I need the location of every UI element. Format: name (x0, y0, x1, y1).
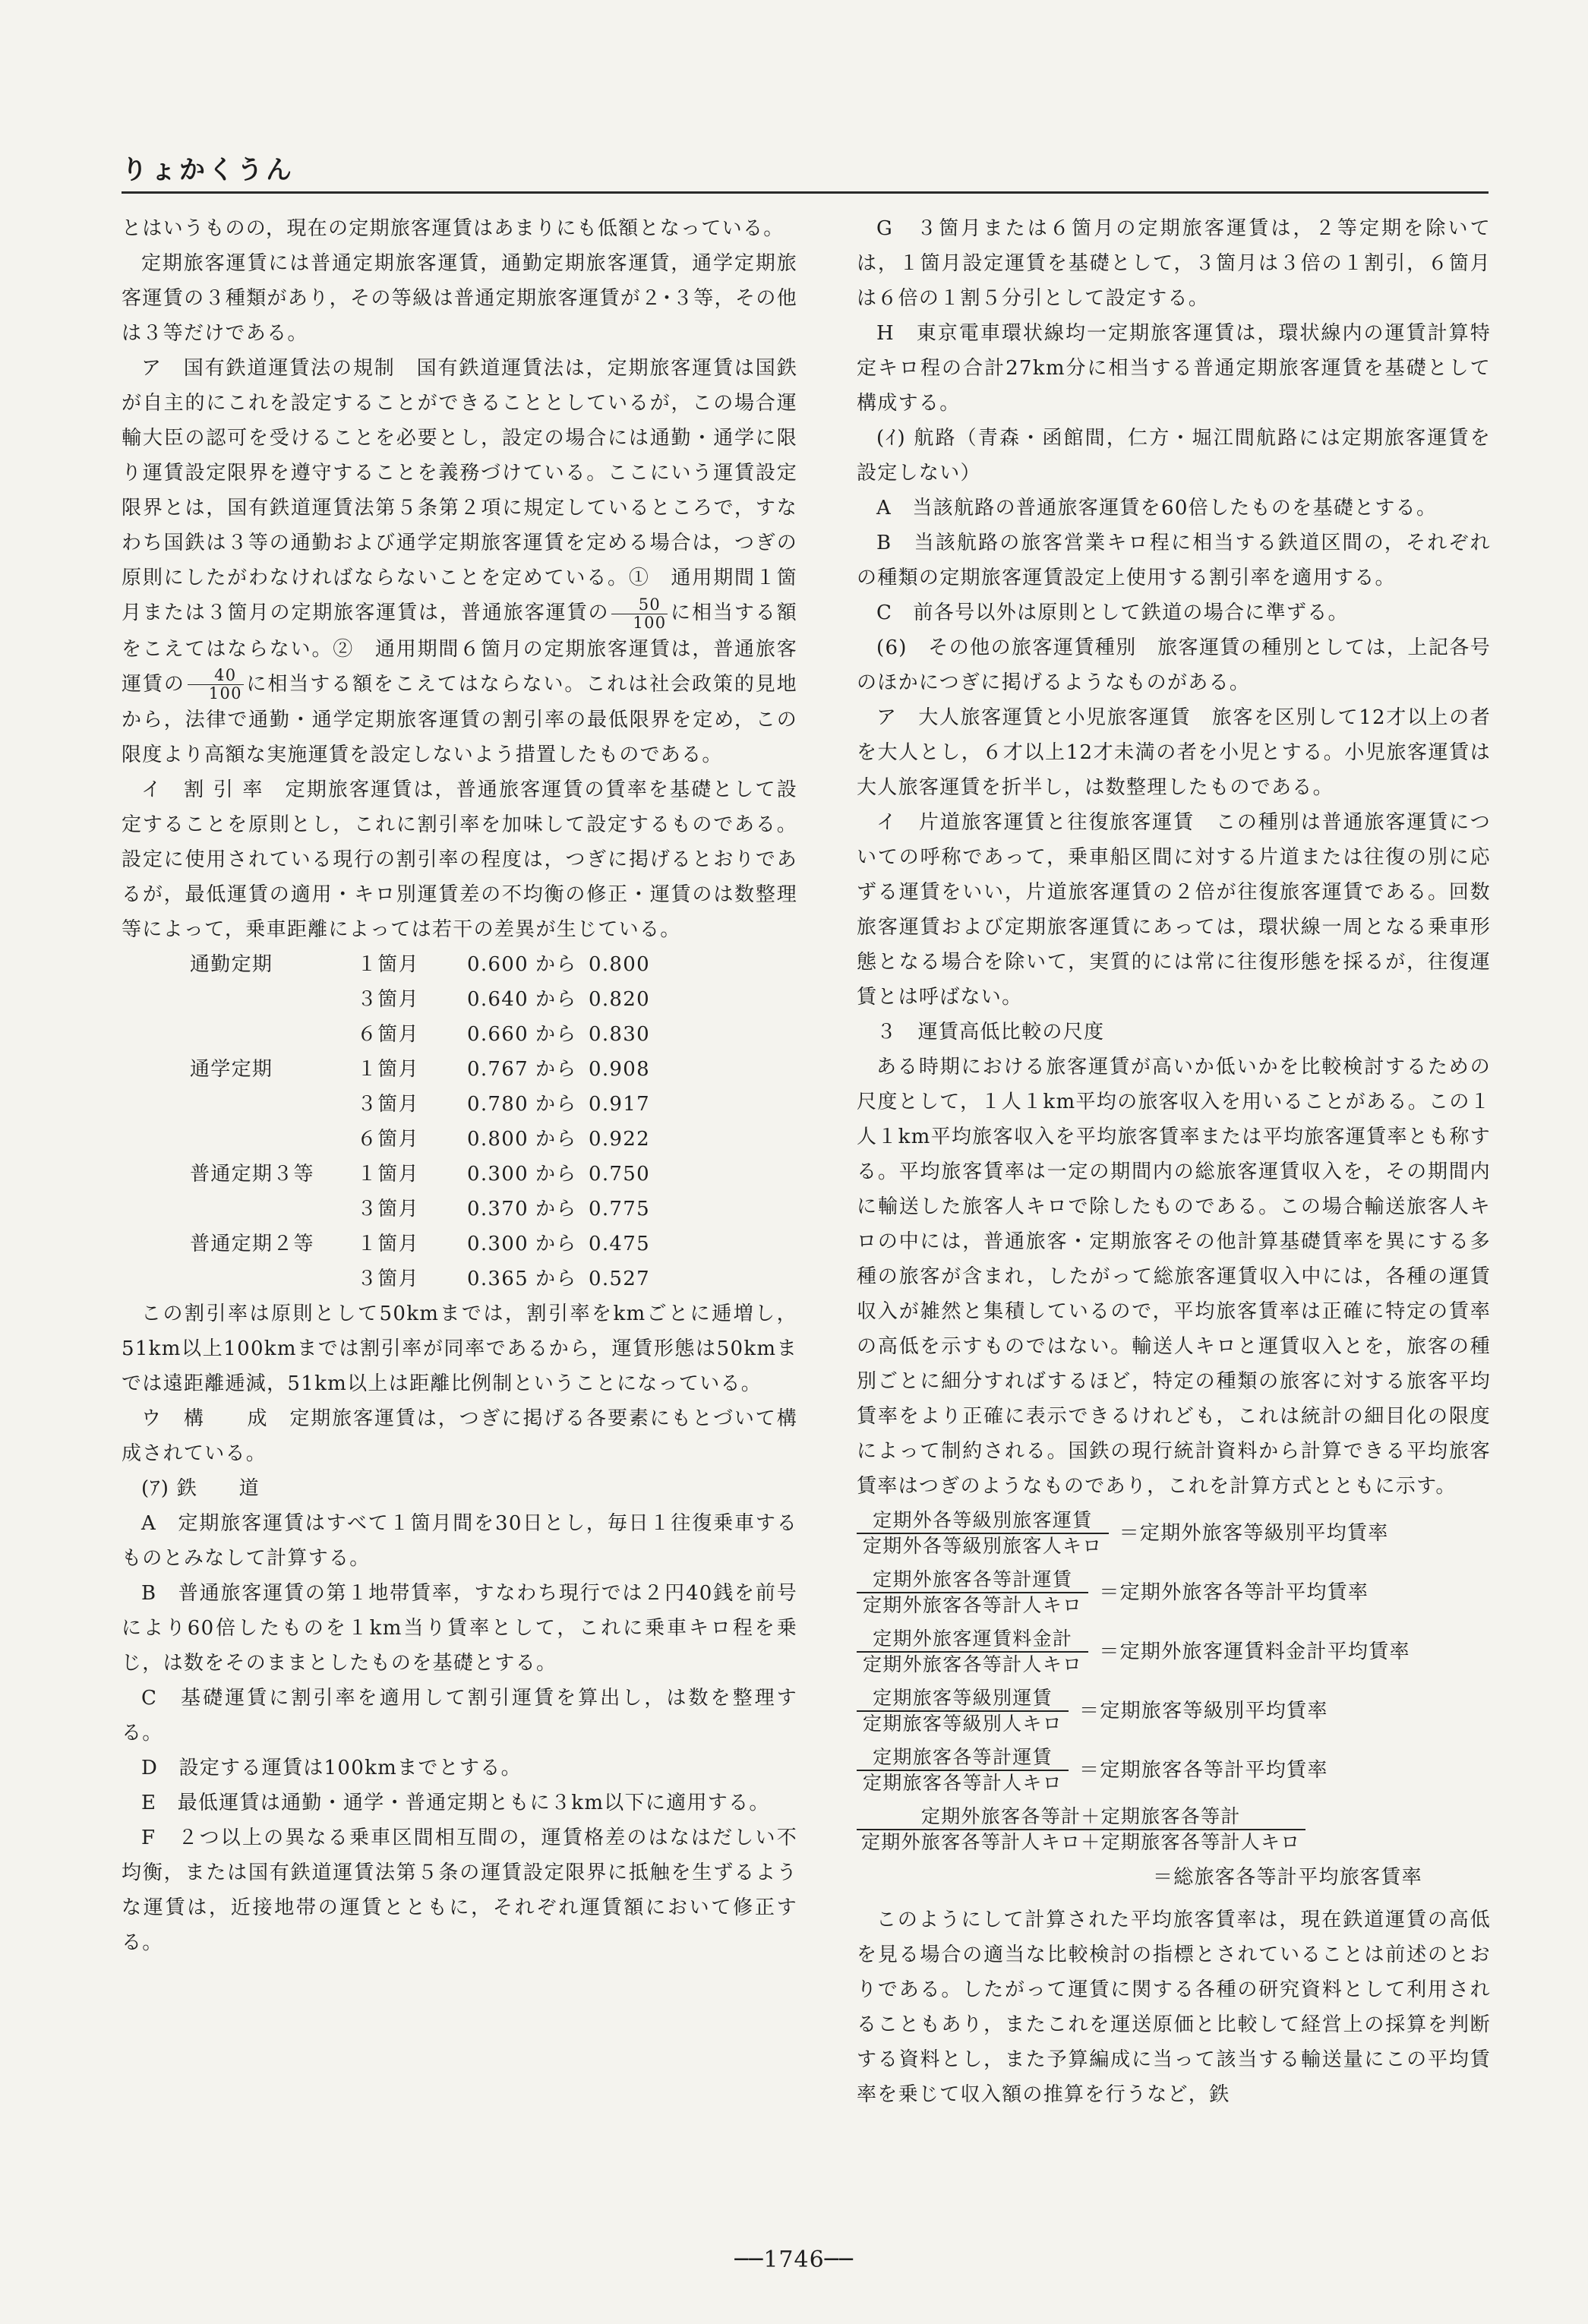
rate-period-cell: ６箇月 (357, 1023, 419, 1046)
formula-result: ＝定期旅客等級別平均賃率 (1079, 1700, 1328, 1722)
rate-period-cell: ３箇月 (357, 1268, 419, 1290)
rate-type-cell (190, 1087, 357, 1122)
paragraph: この割引率は原則として50kmまでは，割引率をkmごとに逓増し，51km以上100kmまでは割引率が同率であるから，運賃形態は50kmまでは遠距離逓減，51km以上は距離比例制ということになっている。 (122, 1303, 797, 1395)
formula-fraction (857, 1686, 1069, 1736)
formula-numerator: 定期旅客等級別運賃 (857, 1686, 1069, 1712)
formula-numerator: 定期旅客各等計運賃 (857, 1745, 1069, 1771)
fraction-denominator: 100 (208, 684, 242, 703)
fraction-40-100 (188, 667, 244, 703)
subheading: (ｱ) 鉄 道 (141, 1477, 260, 1500)
rate-from-cell: 0.300 (467, 1163, 529, 1186)
fraction-numerator: 40 (188, 667, 244, 685)
table-row (190, 1192, 650, 1227)
rate-type-cell (190, 1017, 357, 1052)
rate-period-cell: １箇月 (357, 1233, 419, 1255)
formula-numerator: 定期外旅客各等計＋定期旅客各等計 (857, 1805, 1305, 1830)
rate-type-cell (190, 1261, 357, 1296)
text-run: に相当する額をこえてはならない。② 通用期間６箇月の定期旅客運賃は，普通旅客運賃の (122, 602, 797, 696)
rate-separator-cell: から (535, 1268, 577, 1290)
rate-type-cell (190, 982, 357, 1017)
rate-type-cell: 普通定期３等 (190, 1163, 314, 1186)
table-row (190, 1017, 650, 1052)
formula-result: ＝総旅客各等計平均旅客賃率 (1153, 1866, 1422, 1889)
formula-denominator: 定期外各等級別旅客人キロ (863, 1535, 1103, 1557)
rate-separator-cell: から (535, 1093, 577, 1116)
rate-from-cell: 0.767 (467, 1058, 529, 1081)
rate-period-cell: １箇月 (357, 1058, 419, 1081)
rate-from-cell: 0.370 (467, 1198, 529, 1220)
rate-separator-cell: から (535, 1233, 577, 1255)
formula (857, 1568, 1491, 1618)
formula (857, 1686, 1491, 1736)
rate-separator-cell: から (535, 1128, 577, 1151)
paragraph-fare-law (122, 351, 797, 772)
formula-total (857, 1805, 1491, 1895)
paragraph: ある時期における旅客運賃が高いか低いかを比較検討するための尺度として，１人１km平均の旅客収入を用いることがある。この１人１km平均旅客収入を平均旅客賃率または平均旅客運賃率とも称する。平均旅客賃率は一定の期間内の総旅客運賃収入を，その期間内に輸送した旅客人キロで除したものである。この場合輸送旅客人キロの中には，普通旅客・定期旅客その他計算基礎賃率を異にする多種の旅客が含まれ，したがって総旅客運賃収入中には，各種の運賃収入が雑然と集積しているので，平均旅客賃率は正確に特定の賃率の高低を示すものではない。輸送人キロと運賃収入とを，旅客の種別ごとに細分すればするほど，特定の種類の旅客に対する旅客平均賃率をより正確に表示できるけれども，これは統計の細目化の限度によって制約される。国鉄の現行統計資料から計算できる平均旅客賃率はつぎのようなものであり，これを計算方式とともに示す。 (857, 1056, 1491, 1498)
formula-denominator: 定期旅客各等計人キロ (863, 1772, 1063, 1794)
rate-to-cell: 0.750 (589, 1163, 650, 1186)
rate-to-cell: 0.475 (589, 1233, 650, 1255)
rate-period-cell: １箇月 (357, 953, 419, 976)
rate-to-cell: 0.830 (589, 1023, 650, 1046)
rate-to-cell: 0.908 (589, 1058, 650, 1081)
formula-denominator: 定期外旅客各等計人キロ (863, 1594, 1083, 1616)
discount-rate-table (190, 947, 650, 1296)
section-heading: ３ 運賃高低比較の尺度 (876, 1021, 1105, 1044)
rate-type-cell: 通学定期 (190, 1058, 273, 1081)
text-run: ア 国有鉄道運賃法の規制 国有鉄道運賃法は，定期旅客運賃は国鉄が自主的にこれを設定することができることとしているが，この場合運輸大臣の認可を受けることを必要とし，設定の場合には通勤・通学に限り運賃設定限界を遵守することを義務づけている。ここにいう運賃設定限界とは，国有鉄道運賃法第５条第２項に規定しているところで，すなわち国鉄は３等の通勤および通学定期旅客運賃を定める場合は，つぎの原則にしたがわなければならないことを定めている。① 通用期間１箇月または３箇月の定期旅客運賃は，普通旅客運賃の (122, 357, 797, 624)
paragraph: B 当該航路の旅客営業キロ程に相当する鉄道区間の，それぞれの種類の定期旅客運賃設定上使用する割引率を適用する。 (857, 532, 1491, 589)
formula (857, 1508, 1491, 1558)
paragraph: G ３箇月または６箇月の定期旅客運賃は，２等定期を除いては，１箇月設定運賃を基礎として，３箇月は３倍の１割引，６箇月は６倍の１割５分引として設定する。 (857, 217, 1491, 310)
formula-list (857, 1508, 1491, 1795)
rate-period-cell: ３箇月 (357, 1198, 419, 1220)
rate-separator-cell: から (535, 988, 577, 1011)
rate-type-cell (190, 1192, 357, 1227)
rate-to-cell: 0.922 (589, 1128, 650, 1151)
paragraph: イ 割 引 率 定期旅客運賃は，普通旅客運賃の賃率を基礎として設定することを原則とし，これに割引率を加味して設定するものである。設定に使用されている現行の割引率の程度は，つぎに掲げるとおりであるが，最低運賃の適用・キロ別運賃差の不均衡の修正・運賃のは数整理等によって，乗車距離によっては若干の差異が生じている。 (122, 778, 797, 941)
formula-fraction (857, 1568, 1088, 1618)
rate-to-cell: 0.775 (589, 1198, 650, 1220)
rate-separator-cell: から (535, 1058, 577, 1081)
formula (857, 1745, 1491, 1795)
running-header: りょかくうん (122, 155, 295, 185)
rate-period-cell: ３箇月 (357, 988, 419, 1011)
formula-denominator: 定期外旅客各等計人キロ (863, 1653, 1083, 1675)
rate-from-cell: 0.800 (467, 1128, 529, 1151)
table-row (190, 1122, 650, 1157)
rate-to-cell: 0.917 (589, 1093, 650, 1116)
formula-result: ＝定期外旅客運賃料金計平均賃率 (1099, 1640, 1410, 1663)
rate-from-cell: 0.365 (467, 1268, 529, 1290)
rate-type-cell: 普通定期２等 (190, 1233, 314, 1255)
paragraph: C 基礎運賃に割引率を適用して割引運賃を算出し，は数を整理する。 (122, 1687, 797, 1745)
formula (857, 1627, 1491, 1677)
rate-type-cell (190, 1122, 357, 1157)
formula-numerator: 定期外各等級別旅客運賃 (857, 1508, 1109, 1534)
table-row (190, 1157, 650, 1192)
formula-denominator: 定期旅客等級別人キロ (863, 1713, 1063, 1735)
rate-from-cell: 0.600 (467, 953, 529, 976)
rate-period-cell: １箇月 (357, 1163, 419, 1186)
formula-numerator: 定期外旅客各等計運賃 (857, 1568, 1088, 1593)
fraction-denominator: 100 (633, 613, 667, 632)
table-row (190, 1227, 650, 1261)
paragraph: (6) その他の旅客運賃種別 旅客運賃の種別としては，上記各号のほかにつぎに掲げるようなものがある。 (857, 636, 1491, 694)
rate-from-cell: 0.780 (467, 1093, 529, 1116)
header-rule (122, 191, 1489, 194)
paragraph: 定期旅客運賃には普通定期旅客運賃，通勤定期旅客運賃，通学定期旅客運賃の３種類があり，その等級は普通定期旅客運賃が２･３等，その他は３等だけである。 (122, 252, 797, 345)
table-row (190, 1261, 650, 1296)
formula-fraction (857, 1805, 1305, 1855)
formula-numerator: 定期外旅客運賃料金計 (857, 1627, 1088, 1653)
table-row (190, 1087, 650, 1122)
paragraph: F ２つ以上の異なる乗車区間相互間の，運賃格差のはなはだしい不均衡，または国有鉄道運賃法第５条の運賃設定限界に抵触を生ずるような運賃は，近接地帯の運賃とともに，それぞれ運賃額において修正する。 (122, 1827, 797, 1954)
formula-denominator: 定期外旅客各等計人キロ＋定期旅客各等計人キロ (861, 1831, 1301, 1853)
rate-to-cell: 0.820 (589, 988, 650, 1011)
page-number: ──1746── (734, 2247, 854, 2273)
paragraph: H 東京電車環状線均一定期旅客運賃は，環状線内の運賃計算特定キロ程の合計27km分に相当する普通定期旅客運賃を基礎として構成する。 (857, 322, 1491, 415)
paragraph: ア 大人旅客運賃と小児旅客運賃 旅客を区別して12才以上の者を大人とし，６才以上12才未満の者を小児とする。小児旅客運賃は大人旅客運賃を折半し，は数整理したものである。 (857, 706, 1491, 799)
rate-separator-cell: から (535, 1163, 577, 1186)
table-row (190, 1052, 650, 1087)
paragraph: E 最低運賃は通勤・通学・普通定期ともに３km以下に適用する。 (141, 1792, 770, 1814)
rate-to-cell: 0.527 (589, 1268, 650, 1290)
formula-fraction (857, 1627, 1088, 1677)
text-run: に相当する額をこえてはならない。これは社会政策的見地から，法律で通勤・通学定期旅客運賃の割引率の最低限界を定め，この限度より高額な実施運賃を設定しないよう措置したものである。 (122, 672, 797, 766)
formula-result: ＝定期旅客各等計平均賃率 (1079, 1759, 1328, 1782)
paragraph: A 定期旅客運賃はすべて１箇月間を30日とし，毎日１往復乗車するものとみなして計算する。 (122, 1512, 797, 1570)
left-column (122, 211, 797, 1960)
rate-type-cell: 通勤定期 (190, 953, 273, 976)
table-row (190, 947, 650, 982)
paragraph: このようにして計算された平均旅客賃率は，現在鉄道運賃の高低を見る場合の適当な比較検討の指標とされていることは前述のとおりである。したがって運賃に関する各種の研究資料として利用されることもあり，またこれを運送原価と比較して経営上の採算を判断する資料とし，また予算編成に当って該当する輸送量にこの平均賃率を乗じて収入額の推算を行うなど，鉄 (857, 1909, 1491, 2106)
rate-period-cell: ３箇月 (357, 1093, 419, 1116)
fraction-numerator: 50 (611, 596, 668, 614)
right-column (857, 211, 1491, 2112)
rate-separator-cell: から (535, 1198, 577, 1220)
paragraph: イ 片道旅客運賃と往復旅客運賃 この種別は普通旅客運賃についての呼称であって，乗車船区間に対する片道または往復の別に応ずる運賃をいい，片道旅客運賃の２倍が往復旅客運賃である。回数旅客運賃および定期旅客運賃にあっては，環状線一周となる乗車形態となる場合を除いて，実質的には常に往復形態を採るが，往復運賃とは呼ばない。 (857, 811, 1491, 1009)
rate-from-cell: 0.640 (467, 988, 529, 1011)
rate-period-cell: ６箇月 (357, 1128, 419, 1151)
paragraph: A 当該航路の普通旅客運賃を60倍したものを基礎とする。 (876, 497, 1438, 519)
paragraph: D 設定する運賃は100kmまでとする。 (141, 1757, 522, 1779)
rate-to-cell: 0.800 (589, 953, 650, 976)
rate-separator-cell: から (535, 953, 577, 976)
rate-from-cell: 0.300 (467, 1233, 529, 1255)
formula-fraction (857, 1745, 1069, 1795)
formula-result: ＝定期外旅客等級別平均賃率 (1119, 1522, 1389, 1545)
formula-fraction (857, 1508, 1109, 1558)
paragraph: とはいうものの，現在の定期旅客運賃はあまりにも低額となっている。 (122, 217, 785, 240)
paragraph: ウ 構 成 定期旅客運賃は，つぎに掲げる各要素にもとづいて構成されている。 (122, 1407, 797, 1465)
formula-result: ＝定期外旅客各等計平均賃率 (1099, 1581, 1369, 1604)
fraction-50-100 (611, 596, 668, 632)
paragraph: B 普通旅客運賃の第１地帯賃率，すなわち現行では２円40銭を前号により60倍したものを１km当り賃率として，これに乗車キロ程を乗じ，は数をそのままとしたものを基礎とする。 (122, 1582, 797, 1675)
subheading: (ｲ) 航路（青森・函館間，仁方・堀江間航路には定期旅客運賃を設定しない） (857, 427, 1491, 485)
table-row (190, 982, 650, 1017)
rate-separator-cell: から (535, 1023, 577, 1046)
rate-from-cell: 0.660 (467, 1023, 529, 1046)
paragraph: C 前各号以外は原則として鉄道の場合に準ずる。 (876, 602, 1349, 624)
